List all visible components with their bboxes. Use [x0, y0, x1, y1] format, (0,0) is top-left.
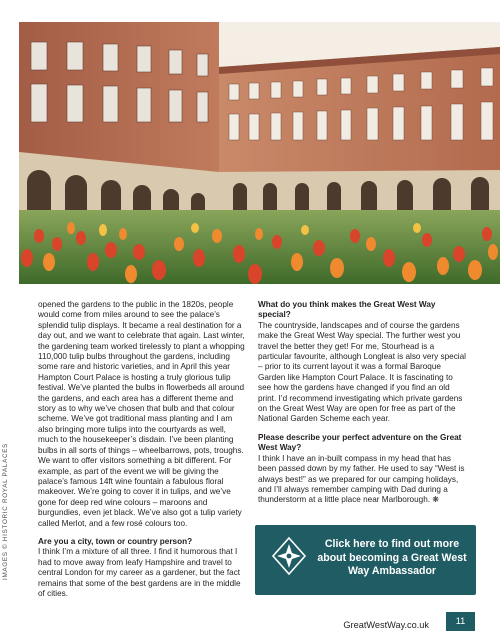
article-paragraph: opened the gardens to the public in the 1820s, people would come from miles around to see the palace’s splendid tulip displays. It became a real destination for a day out, and we want to celebrate that again. Last winter, the gardening team worked tirelessly to plant a whopping 110,000 tulip bulbs throughout the gardens, including some rare and historic varieties, and in April this year Hampton Court Palace is hosting a truly glorious tulip festival. We’ve planted the bulbs in flowerbeds all around the gardens, and each area has a different theme and story as to why we’ve chosen that bulb and that colour scheme. We’ve got traditional mass planting and I am also bringing more tulips into the courtyards as well, much to the housekeeper’s disdain. I’ve been planting bulbs in all sorts of things – wheelbarrows, pots, troughs. We want to offer visitors something a bit different. For example, as part of the event we will be giving the palace’s famous 14ft wine fountain a fabulous floral makeover. We’re going to cover it in tulips, and we’ve gone for deep red wine colours – maroons and burgundies, even jet black. We’ve also got a tulip variety called Merlot, and a few rosé colours too.: [38, 300, 245, 528]
footer-website-link[interactable]: GreatWestWay.co.uk: [343, 620, 429, 630]
article-right-column: [258, 300, 466, 514]
palace-tulips-illustration: [19, 22, 500, 284]
interview-answer: The countryside, landscapes and of course the gardens make the Great West Way special. The further west you travel the better they get! For me, Stourhead is a particular favourite, although Longleat is also very special – prior to its current layout it was a formal Baroque Garden like Hampton Court Palace. It is fascinating to see how the gardens have changed if you find an old print. I’d recommend investigating which private gardens on the Great West Way are open for free as part of the National Garden Scheme each year.: [258, 320, 466, 424]
photo-credit: [2, 390, 16, 580]
hero-photo: [19, 22, 500, 284]
article-left-column: [38, 300, 245, 607]
photo-credit-text: IMAGES © HISTORIC ROYAL PALACES: [2, 442, 9, 580]
interview-question: What do you think makes the Great West Way special?: [258, 300, 436, 320]
interview-answer: I think I have an in-built compass in my head that has been passed down by my father. He used to say “West is always best!” as we prepared for our camping holidays, and I’ll always remember camping with Dad during a thunderstorm at a little place near Marlborough. ❋: [258, 453, 465, 505]
interview-question: Are you a city, town or country person?: [38, 536, 193, 546]
interview-answer: I think I’m a mixture of all three. I find it humorous that I had to move away from leafy Hampshire and travel to central London for my career as a gardener, but the fact remains that some of the best gardens are in the middle of cities.: [38, 547, 241, 598]
ambassador-cta-button[interactable]: [255, 525, 476, 595]
compass-star-icon: [269, 536, 309, 576]
page-number: 11: [446, 612, 475, 631]
cta-label: Click here to find out more about becoming a Great West Way Ambassador: [317, 538, 467, 577]
interview-question: Please describe your perfect adventure on the Great West Way?: [258, 432, 462, 453]
